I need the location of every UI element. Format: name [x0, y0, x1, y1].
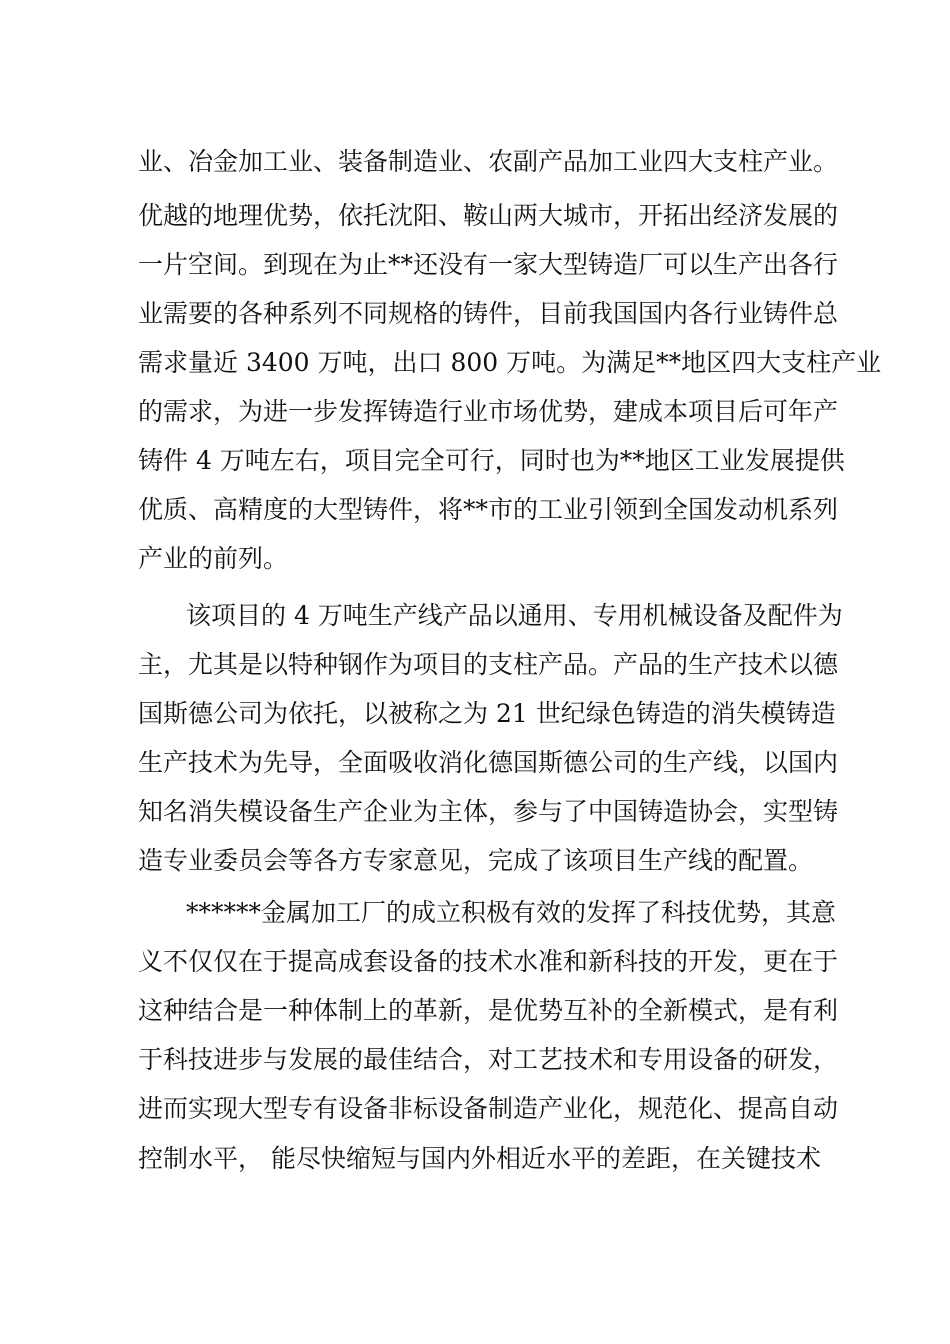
paragraph-line: 义不仅仅在于提高成套设备的技术水准和新科技的开发，更在于 — [138, 947, 839, 976]
paragraph-line: 优越的地理优势，依托沈阳、鞍山两大城市，开拓出经济发展的 — [138, 201, 839, 230]
paragraph-line: 这种结合是一种体制上的革新，是优势互补的全新模式，是有利 — [138, 996, 839, 1025]
paragraph-line: 需求量近 3400 万吨，出口 800 万吨。为满足**地区四大支柱产业 — [138, 348, 882, 377]
paragraph-line: 产业的前列。 — [138, 544, 289, 573]
paragraph-line: ******金属加工厂的成立积极有效的发挥了科技优势，其意 — [186, 898, 837, 927]
paragraph-line: 进而实现大型专有设备非标设备制造产业化，规范化、提高自动 — [138, 1094, 839, 1123]
paragraph-line: 业、冶金加工业、装备制造业、农副产品加工业四大支柱产业。 — [138, 147, 839, 176]
paragraph-line: 一片空间。到现在为止**还没有一家大型铸造厂可以生产出各行 — [138, 250, 839, 279]
paragraph-line: 的需求，为进一步发挥铸造行业市场优势，建成本项目后可年产 — [138, 397, 839, 426]
paragraph-line: 于科技进步与发展的最佳结合，对工艺技术和专用设备的研发， — [138, 1045, 839, 1074]
paragraph-line: 控制水平， 能尽快缩短与国内外相近水平的差距，在关键技术 — [138, 1144, 821, 1173]
paragraph-line: 国斯德公司为依托，以被称之为 21 世纪绿色铸造的消失模铸造 — [138, 699, 836, 728]
paragraph-line: 业需要的各种系列不同规格的铸件，目前我国国内各行业铸件总 — [138, 299, 839, 328]
paragraph-line: 造专业委员会等各方专家意见，完成了该项目生产线的配置。 — [138, 846, 814, 875]
paragraph-line: 该项目的 4 万吨生产线产品以通用、专用机械设备及配件为 — [186, 601, 843, 630]
paragraph-line: 优质、高精度的大型铸件，将**市的工业引领到全国发动机系列 — [138, 495, 839, 524]
paragraph-line: 主，尤其是以特种钢作为项目的支柱产品。产品的生产技术以德 — [138, 650, 839, 679]
paragraph-line: 生产技术为先导，全面吸收消化德国斯德公司的生产线，以国内 — [138, 748, 839, 777]
paragraph-line: 铸件 4 万吨左右，项目完全可行，同时也为**地区工业发展提供 — [138, 446, 845, 475]
paragraph-line: 知名消失模设备生产企业为主体，参与了中国铸造协会，实型铸 — [138, 797, 839, 826]
